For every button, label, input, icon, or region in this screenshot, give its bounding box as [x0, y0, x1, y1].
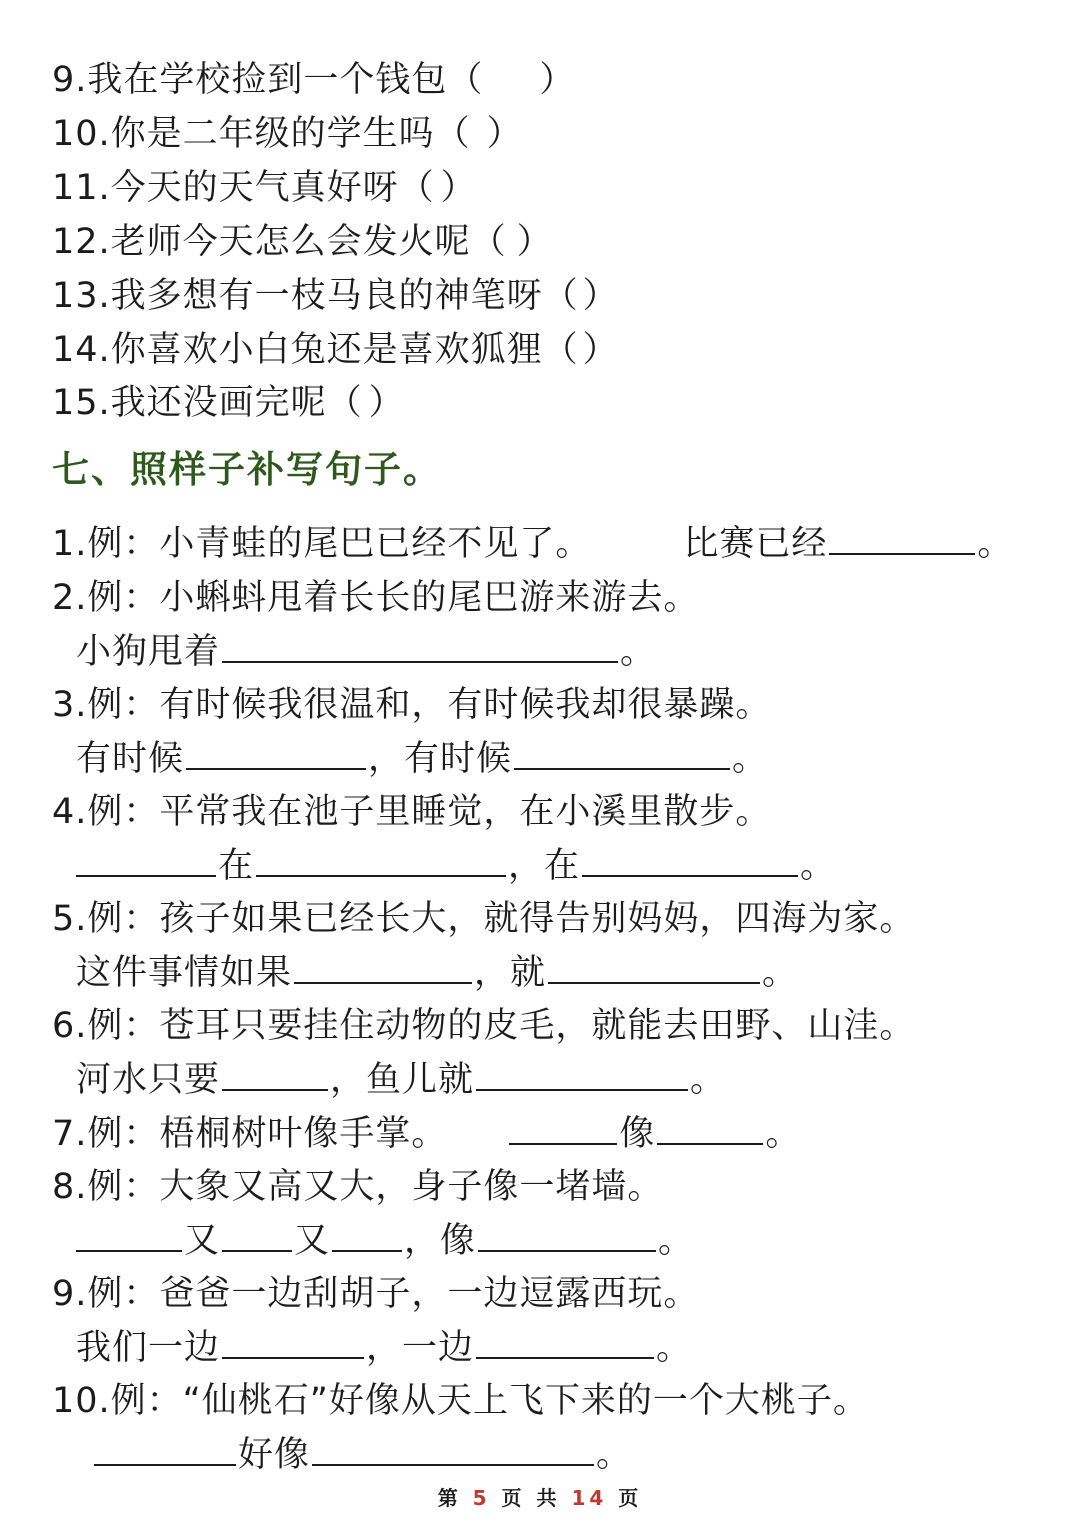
judge-item-close: ）	[539, 60, 576, 100]
exercise-8-answer	[76, 1219, 694, 1263]
judge-item-close: ）	[368, 383, 405, 423]
exercise-prompt: ，在	[508, 846, 581, 886]
exercise-9-example: 9.例：爸爸一边刮胡子，一边逗露西玩。	[52, 1274, 700, 1314]
answer-blank[interactable]	[476, 1327, 654, 1359]
exercise-4-example: 4.例：平常我在池子里睡觉，在小溪里散步。	[52, 792, 772, 832]
exercise-prompt: ，鱼儿就	[330, 1060, 475, 1100]
exercise-prompt: 又	[294, 1221, 331, 1261]
answer-blank[interactable]	[829, 523, 975, 555]
exercise-5-example: 5.例：孩子如果已经长大，就得告别妈妈，四海为家。	[52, 899, 916, 939]
judge-item	[52, 274, 619, 318]
answer-blank[interactable]	[76, 845, 216, 877]
period: 。	[800, 846, 837, 886]
period: 。	[690, 1060, 727, 1100]
exercise-4-answer	[76, 844, 836, 888]
judge-item	[52, 381, 405, 425]
answer-blank[interactable]	[76, 1220, 182, 1252]
exercise-6-answer	[76, 1058, 726, 1102]
exercise-6-example: 6.例：苍耳只要挂住动物的皮毛，就能去田野、山洼。	[52, 1006, 916, 1046]
exercise-2-answer	[76, 630, 656, 674]
exercise-prompt: 像	[619, 1114, 656, 1154]
judge-item-close: ）	[516, 222, 553, 262]
section-title: 七、照样子补写句子。	[52, 448, 442, 491]
period: 。	[977, 524, 1014, 564]
exercise-2-example: 2.例：小蝌蚪甩着长长的尾巴游来游去。	[52, 578, 700, 618]
exercise-9-answer	[76, 1326, 692, 1370]
period: 。	[658, 1221, 695, 1261]
judge-item-text: 10.你是二年级的学生吗（	[52, 114, 471, 154]
exercise-prompt: 好像	[238, 1435, 311, 1475]
answer-blank[interactable]	[94, 1434, 236, 1466]
judge-item-close: ）	[582, 330, 619, 370]
judge-item-close: ）	[486, 114, 523, 154]
judge-item	[52, 328, 619, 372]
judge-item-text: 11.今天的天气真好呀（	[52, 168, 435, 208]
total-pages-number: 14	[571, 1486, 608, 1510]
period: 。	[762, 953, 799, 993]
judge-item-text: 14.你喜欢小白兔还是喜欢狐狸（	[52, 330, 579, 370]
judge-item-close: ）	[440, 168, 477, 208]
exercise-prompt: ，有时候	[368, 739, 513, 779]
exercise-5-answer	[76, 951, 798, 995]
answer-blank[interactable]	[478, 1220, 656, 1252]
answer-blank[interactable]	[312, 1434, 594, 1466]
answer-blank[interactable]	[582, 845, 798, 877]
period: 。	[656, 1328, 693, 1368]
exercise-prompt: 又	[184, 1221, 221, 1261]
footer-text: 第	[437, 1486, 462, 1510]
judge-item-text: 15.我还没画完呢（	[52, 383, 363, 423]
exercise-1	[52, 522, 1013, 566]
exercise-prompt: 我们一边	[76, 1328, 221, 1368]
answer-blank[interactable]	[222, 1220, 292, 1252]
answer-blank[interactable]	[222, 1059, 328, 1091]
exercise-prompt: 比赛已经	[683, 524, 828, 564]
example-sentence: 7.例：梧桐树叶像手掌。	[52, 1114, 448, 1154]
exercise-10-answer	[94, 1433, 632, 1477]
answer-blank[interactable]	[294, 952, 472, 984]
exercise-3-example: 3.例：有时候我很温和，有时候我却很暴躁。	[52, 685, 772, 725]
exercise-prompt: 这件事情如果	[76, 953, 293, 993]
answer-blank[interactable]	[514, 738, 730, 770]
answer-blank[interactable]	[186, 738, 366, 770]
answer-blank[interactable]	[657, 1113, 763, 1145]
judge-item-close: ）	[582, 276, 619, 316]
page-footer	[0, 1482, 1080, 1511]
judge-item	[52, 58, 575, 102]
footer-text: 页 共	[501, 1486, 561, 1510]
footer-text: 页	[618, 1486, 643, 1510]
answer-blank[interactable]	[256, 845, 506, 877]
judge-item-text: 12.老师今天怎么会发火呢（	[52, 222, 507, 262]
period: 。	[732, 739, 769, 779]
exercise-3-answer	[76, 737, 768, 781]
exercise-8-example: 8.例：大象又高又大，身子像一堵墙。	[52, 1167, 664, 1207]
period: 。	[596, 1435, 633, 1475]
judge-item	[52, 112, 523, 156]
exercise-prompt: 在	[218, 846, 255, 886]
answer-blank[interactable]	[332, 1220, 402, 1252]
judge-item-text: 13.我多想有一枝马良的神笔呀（	[52, 276, 579, 316]
judge-item	[52, 166, 477, 210]
current-page-number: 5	[472, 1486, 491, 1510]
answer-blank[interactable]	[222, 631, 618, 663]
answer-blank[interactable]	[509, 1113, 617, 1145]
exercise-prompt: ，一边	[366, 1328, 475, 1368]
exercise-10-example: 10.例：“仙桃石”好像从天上飞下来的一个大桃子。	[52, 1381, 869, 1421]
answer-blank[interactable]	[476, 1059, 688, 1091]
period: 。	[620, 632, 657, 672]
period: 。	[765, 1114, 802, 1154]
example-sentence: 1.例：小青蛙的尾巴已经不见了。	[52, 524, 592, 564]
exercise-prompt: ，像	[404, 1221, 477, 1261]
exercise-prompt: ，就	[474, 953, 547, 993]
judge-item	[52, 220, 553, 264]
exercise-prompt: 有时候	[76, 739, 185, 779]
answer-blank[interactable]	[548, 952, 760, 984]
exercise-7	[52, 1112, 801, 1156]
judge-item-text: 9.我在学校捡到一个钱包（	[52, 60, 484, 100]
exercise-prompt: 小狗甩着	[76, 632, 221, 672]
answer-blank[interactable]	[222, 1327, 364, 1359]
exercise-prompt: 河水只要	[76, 1060, 221, 1100]
